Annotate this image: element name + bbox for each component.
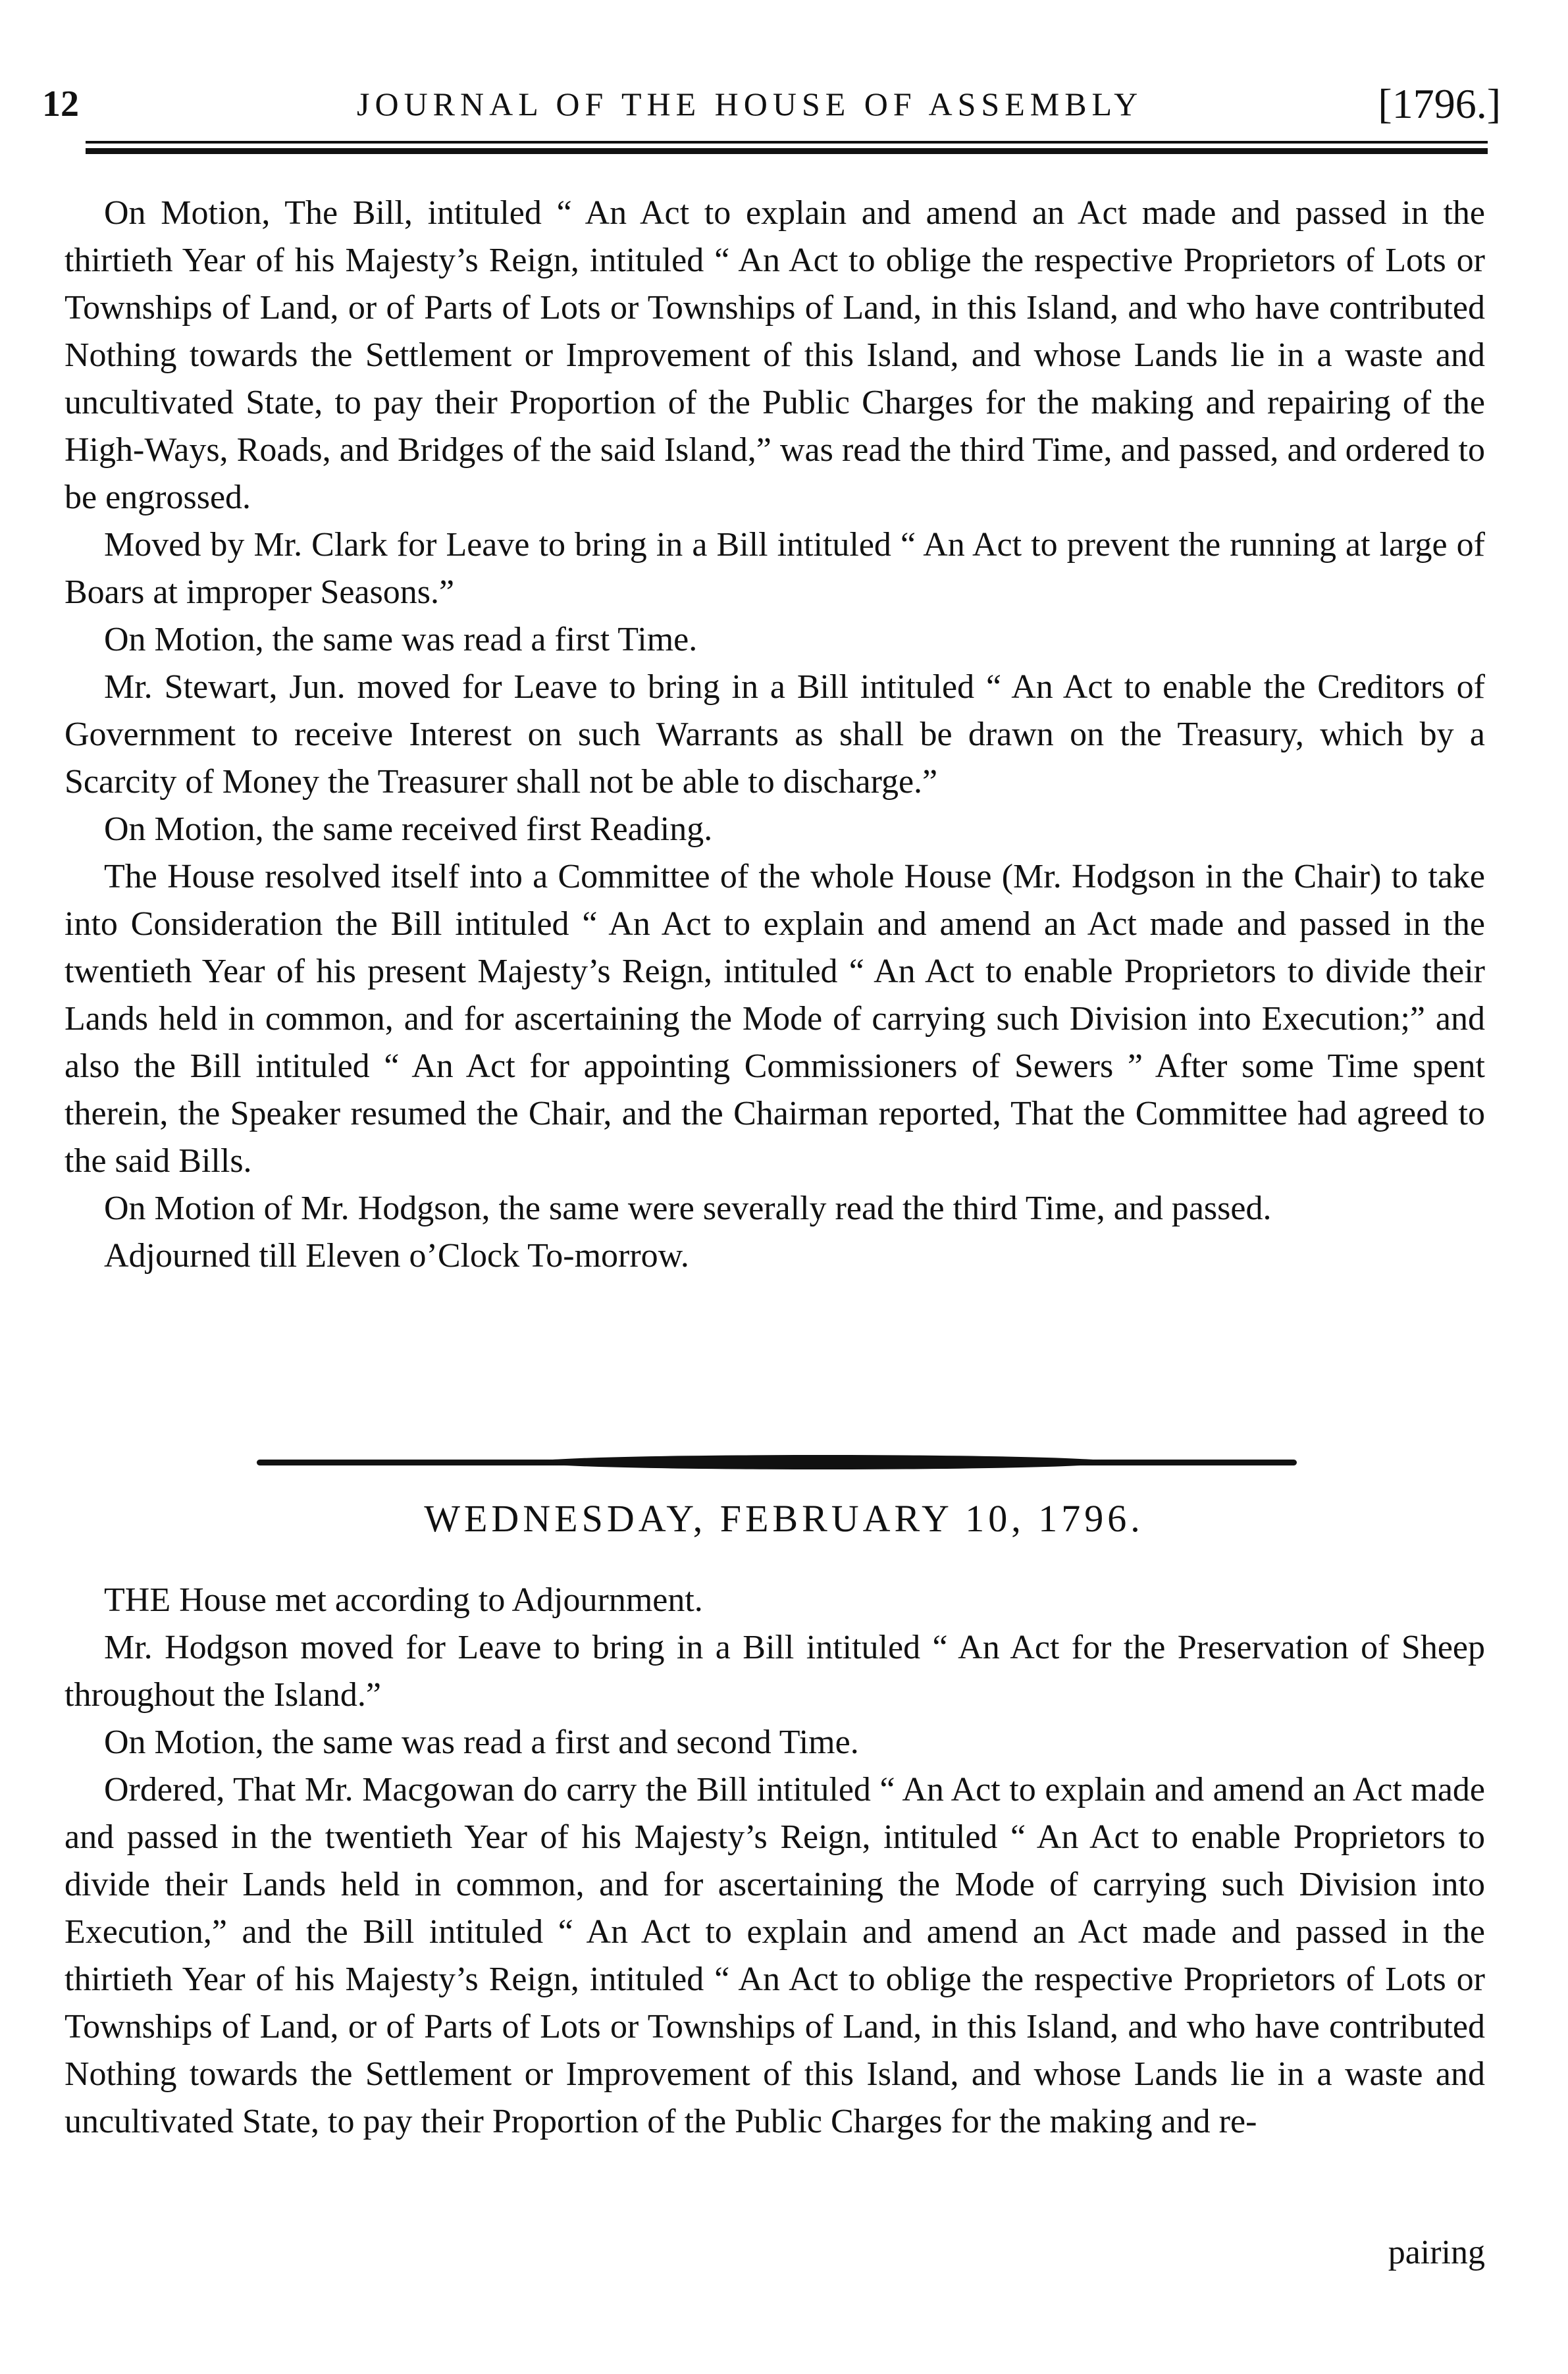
paragraph: On Motion, the same was read a first Time. bbox=[104, 621, 698, 658]
running-title: JOURNAL OF THE HOUSE OF ASSEMBLY bbox=[357, 86, 1143, 122]
paragraph: Moved by Mr. Clark for Leave to bring in a Bill intituled “ An Act to prevent the running at large of Boars at improper Seasons.” bbox=[65, 526, 1485, 611]
paragraph: On Motion, The Bill, intituled “ An Act to explain and amend an Act made and passed in the thirtieth Year of his Majesty’s Reign, intituled “ An Act to oblige the respective Proprietors of Lots or Townships of Land, or of Parts of Lots or Townships of Land, in this Island, and who have contributed Nothing towards the Settlement or Improvement of this Island, and whose Lands lie in a waste and uncultivated State, to pay their Proportion of the Public Charges for the making and repairing of the High-Ways, Roads, and Bridges of the said Island,” was read the third Time, and passed, and ordered to be engrossed. bbox=[65, 194, 1485, 516]
paragraph: Adjourned till Eleven o’Clock To-morrow. bbox=[104, 1237, 689, 1275]
paragraph: Ordered, That Mr. Macgowan do carry the Bill intituled “ An Act to explain and amend an Act made and passed in the twentieth Year of his Majesty’s Reign, intituled “ An Act to enable Proprietors to divide their Lands held in common, and for ascertaining the Mode of carrying such Division into Execution,” and the Bill intituled “ An Act to explain and amend an Act made and passed in the thirtieth Year of his Majesty’s Reign, intituled “ An Act to oblige the respective Proprietors of Lots or Townships of Land, or of Parts of Lots or Townships of Land, in this Island, and who have contributed Nothing towards the Settlement or Improvement of this Island, and whose Lands lie in a waste and uncultivated State, to pay their Proportion of the Public Charges for the making and re- bbox=[65, 1771, 1485, 2140]
paragraph: On Motion, the same was read a first and second Time. bbox=[104, 1724, 859, 1761]
page-number: 12 bbox=[42, 84, 79, 124]
page-header bbox=[33, 78, 1501, 130]
paragraph: The House resolved itself into a Committee of the whole House (Mr. Hodgson in the Chair) to take into Consideration the Bill intituled “ An Act to explain and amend an Act made and passed in the twentieth Year of his present Majesty’s Reign, intituled “ An Act to enable Proprietors to divide their Lands held in common, and for ascertaining the Mode of carrying such Division into Execution;” and also the Bill intituled “ An Act for appointing Commissioners of Sewers ” After some Time spent therein, the Speaker resumed the Chair, and the Chairman reported, That the Committee had agreed to the said Bills. bbox=[65, 858, 1485, 1180]
paragraph: Mr. Hodgson moved for Leave to bring in a Bill intituled “ An Act for the Preservation of Sheep throughout the Island.” bbox=[65, 1629, 1485, 1714]
divider-swell bbox=[533, 1455, 1112, 1469]
paragraph: On Motion, the same received first Reading. bbox=[104, 810, 713, 848]
date-heading: WEDNESDAY, FEBRUARY 10, 1796. bbox=[424, 1497, 1144, 1540]
header-year: [1796.] bbox=[1378, 80, 1501, 127]
catchword: pairing bbox=[1388, 2234, 1485, 2271]
section-two bbox=[65, 1577, 1485, 2146]
header-rule bbox=[86, 141, 1488, 154]
paragraph: On Motion of Mr. Hodgson, the same were severally read the third Time, and passed. bbox=[104, 1190, 1272, 1227]
paragraph: Mr. Stewart, Jun. moved for Leave to bring in a Bill intituled “ An Act to enable the Creditors of Government to receive Interest on such Warrants as shall be drawn on the Treasury, which by a Scarcity of Money the Treasurer shall not be able to discharge.” bbox=[65, 668, 1485, 801]
section-one bbox=[65, 190, 1485, 1280]
paragraph: THE House met according to Adjournment. bbox=[104, 1581, 703, 1619]
section-divider bbox=[257, 1454, 1297, 1471]
